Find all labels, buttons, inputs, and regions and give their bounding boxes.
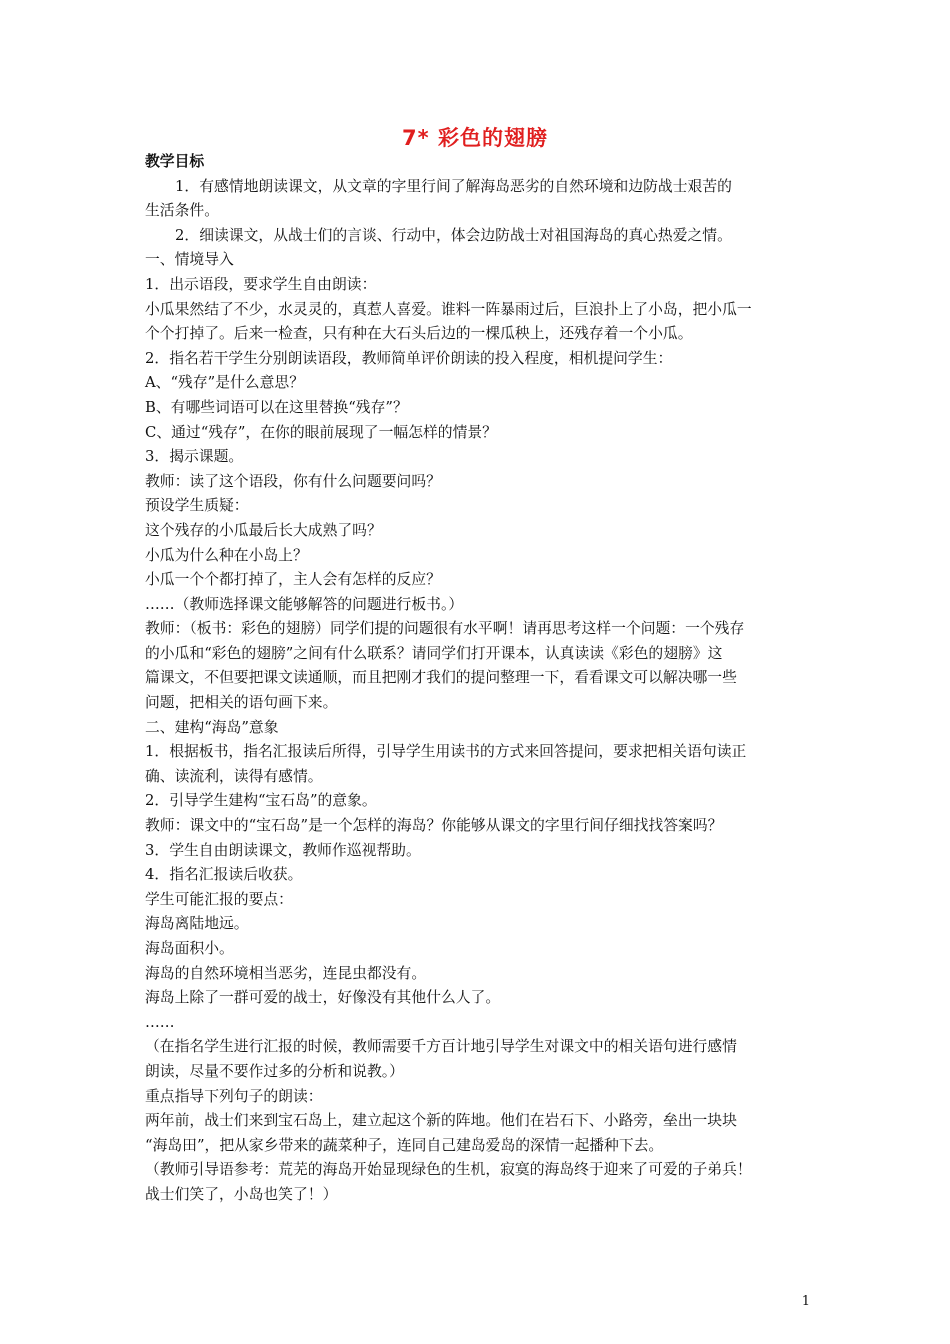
text-line: 小瓜果然结了不少，水灵灵的，真惹人喜爱。谁料一阵暴雨过后，巨浪扑上了小岛，把小瓜一 [145, 300, 752, 318]
document-body [145, 150, 813, 1208]
text-line: 3．学生自由朗读课文，教师作巡视帮助。 [145, 841, 421, 859]
text-line: 1．出示语段，要求学生自由朗读： [145, 275, 377, 293]
text-line: …… [145, 1013, 175, 1031]
page-number: 1 [801, 1294, 810, 1309]
text-line: 2．引导学生建构“宝石岛”的意象。 [145, 792, 377, 810]
text-line: 2．细读课文，从战士们的言谈、行动中，体会边防战士对祖国海岛的真心热爱之情。 [175, 226, 732, 244]
text-line: 一、情境导入 [145, 251, 234, 269]
text-line: 重点指导下列句子的朗读： [145, 1087, 323, 1105]
text-line: 个个打掉了。后来一检查，只有种在大石头后边的一棵瓜秧上，还残存着一个小瓜。 [145, 325, 693, 343]
text-line: C、通过“残存”，在你的眼前展现了一幅怎样的情景？ [145, 423, 497, 441]
text-line: 教师：（板书：彩色的翅膀）同学们提的问题很有水平啊！请再思考这样一个问题：一个残存 [145, 620, 745, 638]
text-line: 预设学生质疑： [145, 497, 249, 515]
text-line: 海岛离陆地远。 [145, 915, 249, 933]
text-line: 这个残存的小瓜最后长大成熟了吗？ [145, 521, 382, 539]
text-line: 海岛上除了一群可爱的战士，好像没有其他什么人了。 [145, 989, 501, 1007]
text-line: 学生可能汇报的要点： [145, 890, 293, 908]
text-line: 二、建构“海岛”意象 [145, 718, 279, 736]
text-line: “海岛田”，把从家乡带来的蔬菜种子，连同自己建岛爱岛的深情一起播种下去。 [145, 1136, 664, 1154]
text-line: 生活条件。 [145, 202, 219, 220]
text-line: 篇课文，不但要把课文读通顺，而且把刚才我们的提问整理一下，看看课文可以解决哪一些 [145, 669, 737, 687]
text-line: 教师：课文中的“宝石岛”是一个怎样的海岛？你能够从课文的字里行间仔细找找答案吗？ [145, 817, 723, 835]
text-line: 问题，把相关的语句画下来。 [145, 694, 338, 712]
section-heading: 教学目标 [145, 153, 205, 170]
text-line: （教师引导语参考：荒芜的海岛开始显现绿色的生机，寂寞的海岛终于迎来了可爱的子弟兵！ [145, 1161, 752, 1179]
text-line: 小瓜一个个都打掉了，主人会有怎样的反应？ [145, 571, 441, 589]
text-line: 2．指名若干学生分别朗读语段，教师简单评价朗读的投入程度，相机提问学生： [145, 349, 673, 367]
text-line: 4．指名汇报读后收获。 [145, 866, 303, 884]
text-line: 教师：读了这个语段，你有什么问题要问吗？ [145, 472, 441, 490]
text-line: 确、读流利，读得有感情。 [145, 767, 323, 785]
text-line: 小瓜为什么种在小岛上？ [145, 546, 308, 564]
text-line: A、“残存”是什么意思？ [145, 374, 304, 392]
text-line: 的小瓜和“彩色的翅膀”之间有什么联系？请同学们打开课本，认真读读《彩色的翅膀》这 [145, 644, 723, 662]
text-line: 朗读，尽量不要作过多的分析和说教。） [145, 1062, 404, 1080]
text-line: 海岛的自然环境相当恶劣，连昆虫都没有。 [145, 964, 427, 982]
text-line: ……（教师选择课文能够解答的问题进行板书。） [145, 595, 464, 613]
text-line: 1．根据板书，指名汇报读后所得，引导学生用读书的方式来回答提问，要求把相关语句读正 [145, 743, 747, 761]
text-line: 3．揭示课题。 [145, 448, 244, 466]
text-line: 海岛面积小。 [145, 940, 234, 957]
text-line: B、有哪些词语可以在这里替换“残存”？ [145, 398, 408, 416]
text-line: 1．有感情地朗读课文，从文章的字里行间了解海岛恶劣的自然环境和边防战士艰苦的 [175, 177, 732, 195]
text-line: 两年前，战士们来到宝石岛上，建立起这个新的阵地。他们在岩石下、小路旁，垒出一块块 [145, 1112, 737, 1130]
document-title: 7* 彩色的翅膀 [402, 126, 548, 150]
text-line: 战士们笑了，小岛也笑了！） [145, 1185, 338, 1203]
text-line: （在指名学生进行汇报的时候，教师需要千方百计地引导学生对课文中的相关语句进行感情 [145, 1038, 737, 1056]
